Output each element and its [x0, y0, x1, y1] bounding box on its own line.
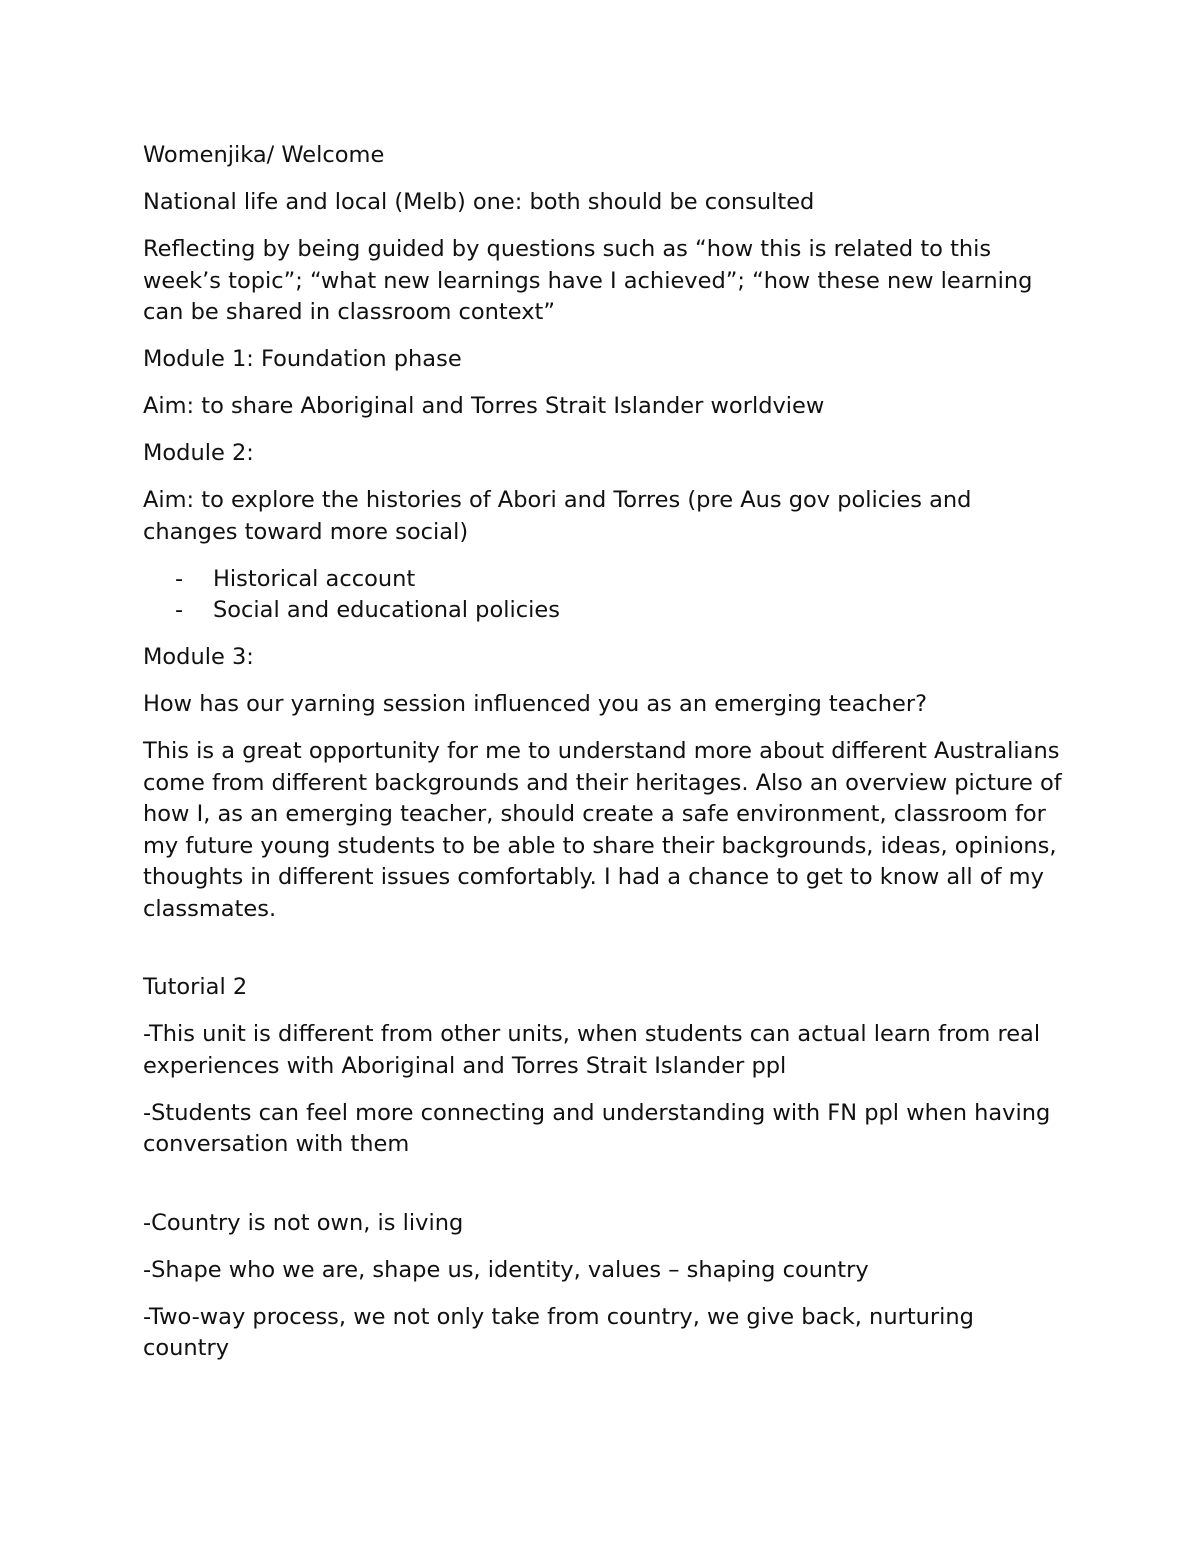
module-3-heading: Module 3:	[143, 644, 254, 670]
list-item-text: Social and educational policies	[213, 597, 560, 623]
module-1-aim: Aim: to share Aboriginal and Torres Strait Islander worldview	[143, 393, 825, 419]
note-country-living: -Country is not own, is living	[143, 1209, 464, 1236]
question-yarning: How has our yarning session influenced you as an emerging teacher?	[143, 691, 928, 717]
paragraph-opportunity: This is a great opportunity for me to understand more about different Australians come from different backgrounds and their heritages. Also an overview picture of how I, as an emerging teacher, should create a safe environment, classroom for my future young students to be able to share their backgrounds, ideas, opinions, thoughts in different issues comfortably. I had a chance to get to know all of my classmates.	[143, 738, 1062, 922]
paragraph-reflecting: Reflecting by being guided by questions such as “how this is related to this week’s topic”; “what new learnings have I achieved”; “how these new learning can be shared in classroom context”	[143, 236, 1033, 325]
blank-line	[143, 1176, 1063, 1208]
module-1-heading: Module 1: Foundation phase	[143, 346, 462, 372]
list-item	[143, 564, 1063, 596]
note-two-way-process: -Two-way process, we not only take from country, we give back, nurturing country	[143, 1303, 974, 1361]
module-2-aim: Aim: to explore the histories of Abori and Torres (pre Aus gov policies and changes toward more social)	[143, 487, 972, 545]
dash-bullet: -	[175, 565, 184, 592]
list-item-text: Historical account	[213, 565, 416, 592]
list-item	[143, 595, 1063, 627]
note-students-connecting: -Students can feel more connecting and understanding with FN ppl when having conversation with them	[143, 1099, 1051, 1157]
dash-bullet: -	[175, 597, 184, 623]
document-body	[143, 140, 1063, 1380]
module-2-list	[143, 564, 1063, 627]
note-unit-different: -This unit is different from other units, when students can actual learn from real experiences with Aboriginal and Torres Strait Islander ppl	[143, 1021, 1041, 1079]
paragraph-national-local: National life and local (Melb) one: both should be consulted	[143, 189, 815, 215]
tutorial-2-heading: Tutorial 2	[143, 974, 248, 1000]
module-2-heading: Module 2:	[143, 440, 254, 466]
welcome-heading: Womenjika/ Welcome	[143, 142, 385, 168]
note-shape-identity: -Shape who we are, shape us, identity, values – shaping country	[143, 1256, 869, 1283]
blank-line	[143, 941, 1063, 973]
